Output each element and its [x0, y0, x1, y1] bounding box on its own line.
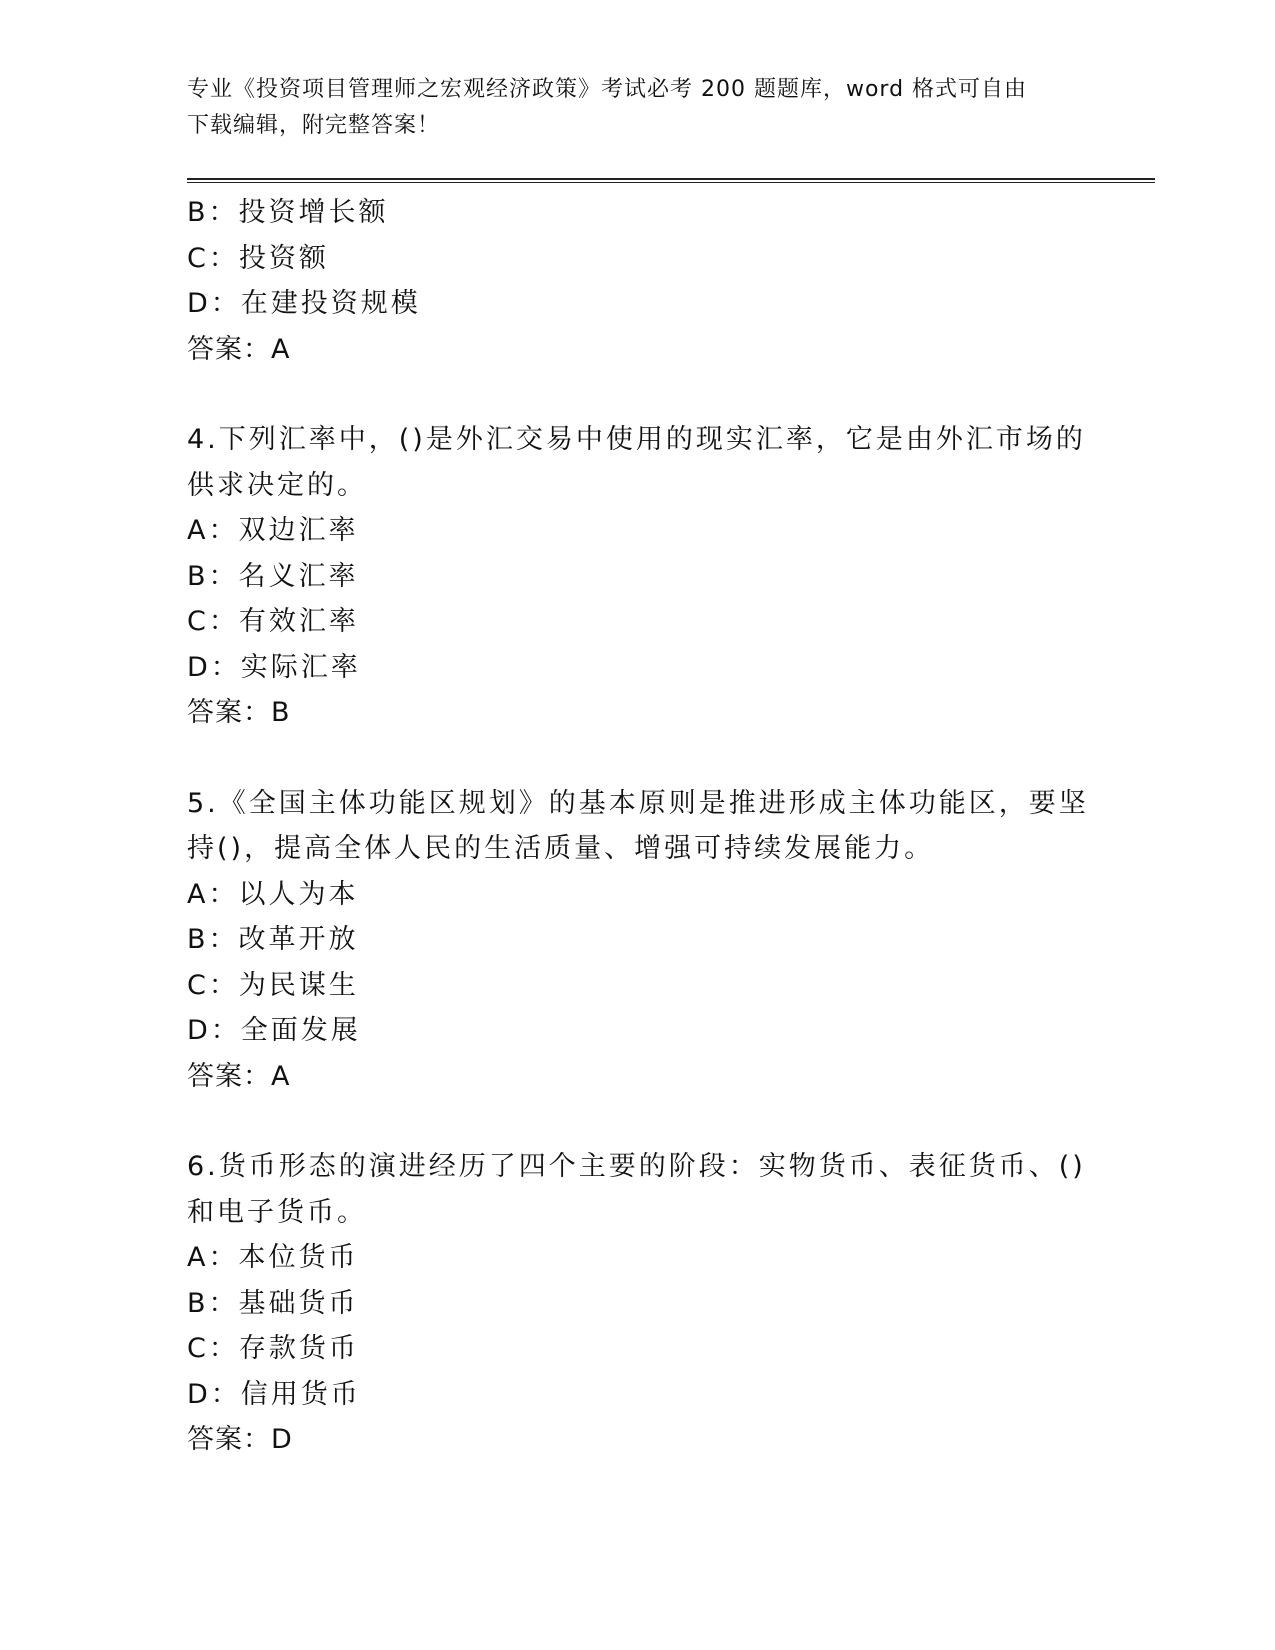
question-4 — [187, 417, 1087, 736]
option-b: B：投资增长额 — [187, 197, 389, 228]
spacer — [187, 1099, 1087, 1144]
question-stem-line-1: 5.《全国主体功能区规划》的基本原则是推进形成主体功能区，要坚 — [187, 787, 1089, 819]
option-d: D：实际汇率 — [187, 651, 361, 683]
header-divider — [187, 178, 1155, 183]
answer: 答案：B — [187, 697, 291, 728]
option-c: C：有效汇率 — [187, 606, 359, 637]
option-b: B：名义汇率 — [187, 560, 359, 592]
question-6 — [187, 1144, 1087, 1463]
header-line-1: 专业《投资项目管理师之宏观经济政策》考试必考 200 题题库，word 格式可自由 — [187, 77, 1028, 102]
answer: 答案：A — [187, 1060, 291, 1092]
answer: 答案：D — [187, 1424, 293, 1455]
header-line-2: 下载编辑，附完整答案！ — [187, 113, 441, 138]
option-c: C：为民谋生 — [187, 969, 359, 1001]
question-stem-line-1: 4.下列汇率中，()是外汇交易中使用的现实汇率，它是由外汇市场的 — [187, 424, 1086, 455]
question-stem-line-2: 持()，提高全体人民的生活质量、增强可持续发展能力。 — [187, 833, 935, 864]
option-c: C：投资额 — [187, 242, 329, 274]
option-b: B：基础货币 — [187, 1287, 359, 1319]
spacer — [187, 372, 1087, 417]
option-d: D：在建投资规模 — [187, 288, 421, 319]
option-c: C：存款货币 — [187, 1333, 359, 1364]
option-a: A：以人为本 — [187, 878, 359, 910]
option-a: A：本位货币 — [187, 1242, 359, 1273]
option-a: A：双边汇率 — [187, 515, 359, 546]
option-d: D：信用货币 — [187, 1378, 361, 1410]
question-stem-line-2: 供求决定的。 — [187, 469, 367, 501]
document-header — [187, 72, 1067, 144]
question-stem-line-2: 和电子货币。 — [187, 1196, 367, 1228]
spacer — [187, 736, 1087, 781]
question-list — [187, 190, 1087, 1463]
option-b: B：改革开放 — [187, 924, 359, 955]
question-stem-line-1: 6.货币形态的演进经历了四个主要的阶段：实物货币、表征货币、() — [187, 1151, 1086, 1182]
answer: 答案：A — [187, 333, 291, 365]
question-3 — [187, 190, 1087, 372]
option-d: D：全面发展 — [187, 1015, 361, 1046]
question-5 — [187, 781, 1087, 1100]
